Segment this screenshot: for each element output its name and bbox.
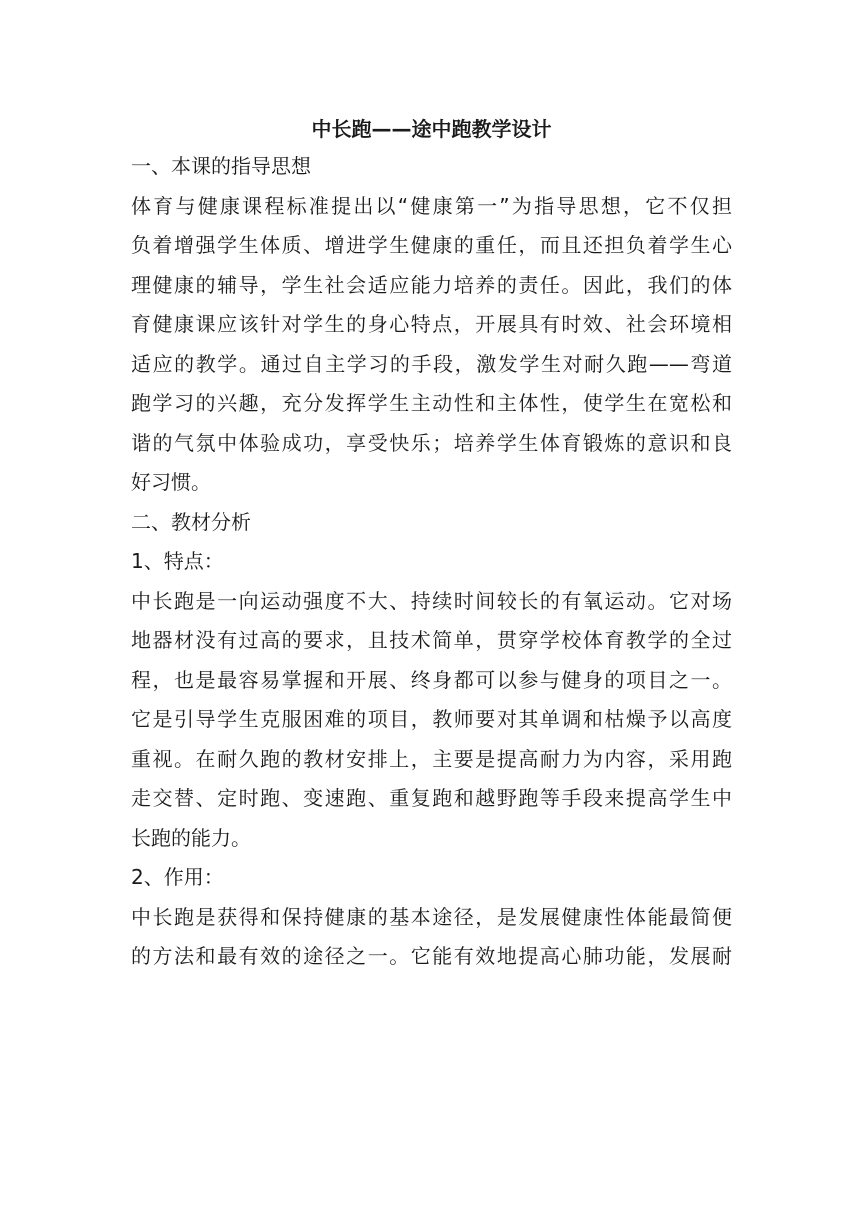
paragraph-line: 中长跑是一向运动强度不大、持续时间较长的有氧运动。它对场 <box>131 588 732 613</box>
paragraph-line: 谐的气氛中体验成功，享受快乐；培养学生体育锻炼的意识和良 <box>131 430 732 455</box>
functions-paragraph <box>131 898 732 977</box>
features-paragraph <box>131 582 732 859</box>
paragraph-line: 长跑的能力。 <box>131 825 251 850</box>
section-heading-guiding-idea: 一、本课的指导思想 <box>131 154 311 178</box>
paragraph-line: 中长跑是获得和保持健康的基本途径，是发展健康性体能最简便 <box>131 904 732 929</box>
paragraph-line: 地器材没有过高的要求，且技术简单，贯穿学校体育教学的全过 <box>131 628 732 652</box>
paragraph-line: 负着增强学生体质、增进学生健康的重任，而且还担负着学生心 <box>131 233 732 257</box>
document-title: 中长跑——途中跑教学设计 <box>311 117 552 141</box>
paragraph-line: 育健康课应该针对学生的身心特点，开展具有时效、社会环境相 <box>131 312 732 336</box>
paragraph-line: 好习惯。 <box>131 470 211 494</box>
paragraph-line: 重视。在耐久跑的教材安排上，主要是提高耐力为内容，采用跑 <box>131 746 732 771</box>
document-body <box>131 111 732 977</box>
guiding-idea-paragraph <box>131 187 732 503</box>
subsection-heading-functions: 2、作用： <box>131 865 224 889</box>
paragraph-line: 适应的教学。通过自主学习的手段，激发学生对耐久跑——弯道 <box>131 351 732 376</box>
subsection-heading-features: 1、特点： <box>131 549 224 573</box>
paragraph-line: 体育与健康课程标准提出以“健康第一”为指导思想，它不仅担 <box>131 193 732 218</box>
paragraph-line: 的方法和最有效的途径之一。它能有效地提高心肺功能，发展耐 <box>131 944 732 968</box>
paragraph-line: 跑学习的兴趣，充分发挥学生主动性和主体性，使学生在宽松和 <box>131 391 732 415</box>
section-heading-material-analysis: 二、教材分析 <box>131 509 251 534</box>
paragraph-line: 理健康的辅导，学生社会适应能力培养的责任。因此，我们的体 <box>131 272 732 297</box>
paragraph-line: 程，也是最容易掌握和开展、终身都可以参与健身的项目之一。 <box>131 667 732 692</box>
paragraph-line: 走交替、定时跑、变速跑、重复跑和越野跑等手段来提高学生中 <box>131 786 732 810</box>
paragraph-line: 它是引导学生克服困难的项目，教师要对其单调和枯燥予以高度 <box>131 707 732 731</box>
